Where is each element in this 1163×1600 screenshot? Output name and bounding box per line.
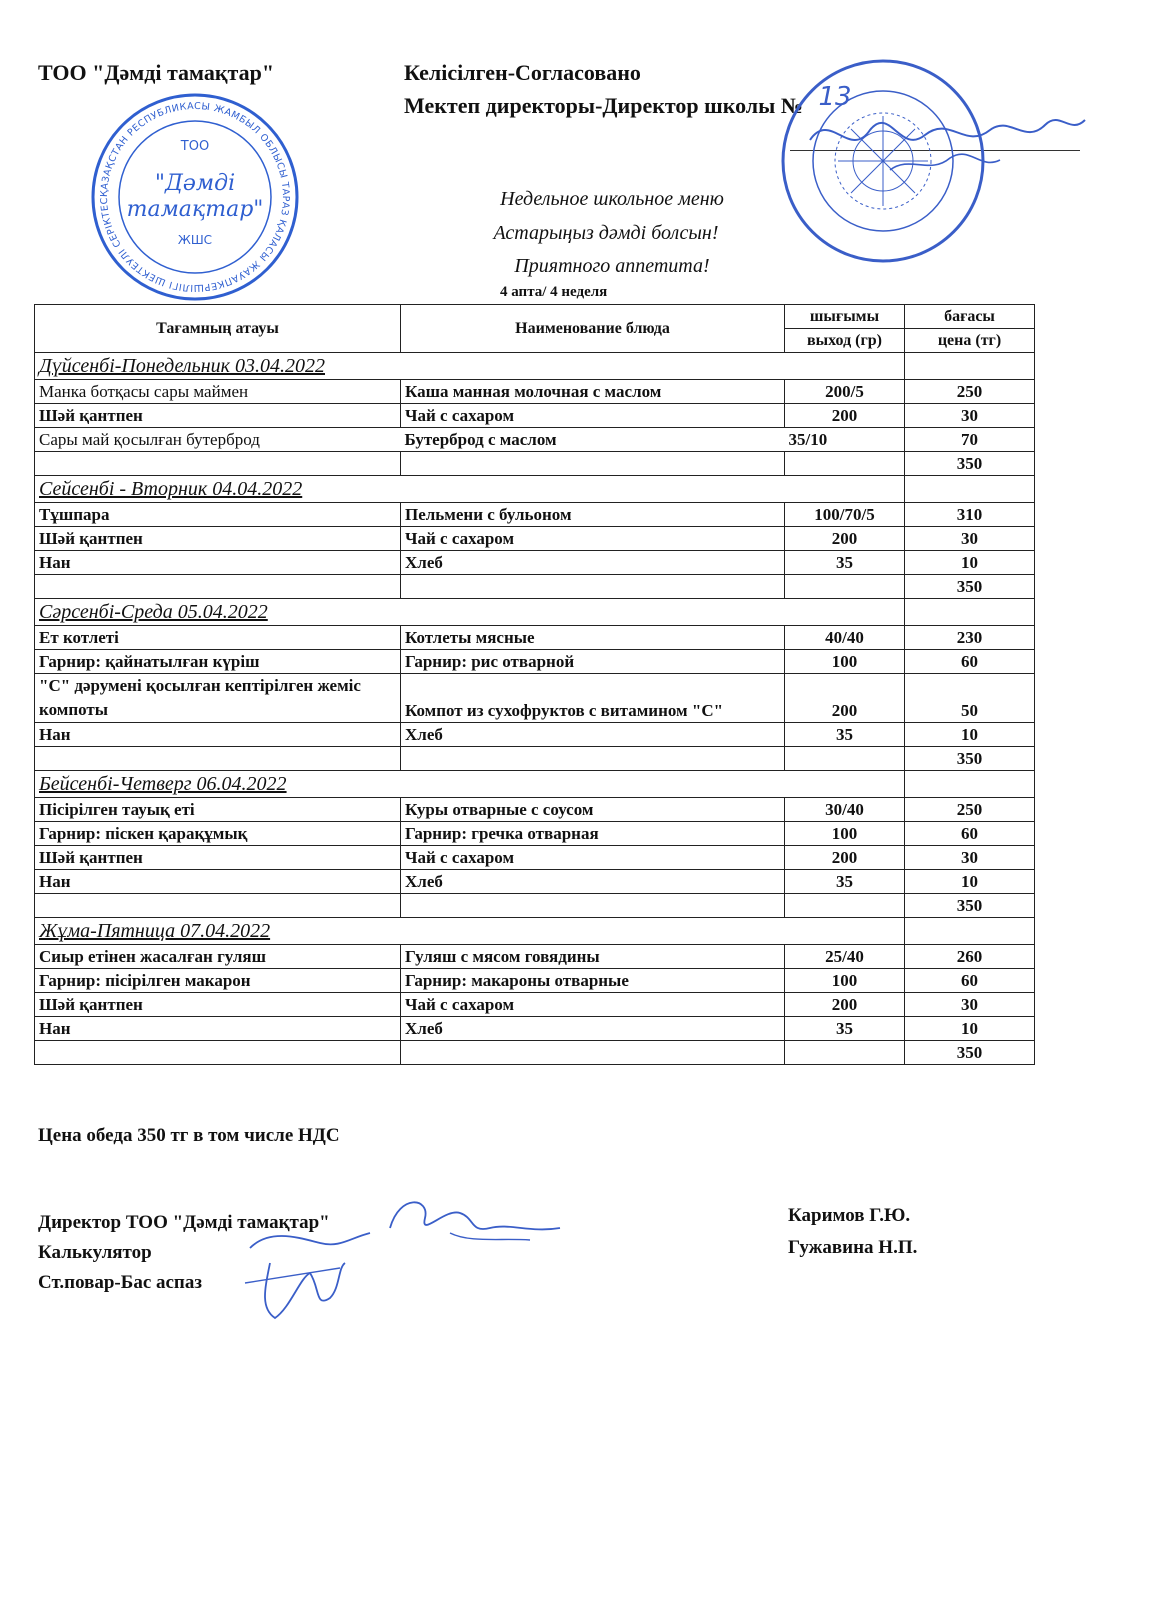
table-row [35, 404, 1035, 428]
table-row [35, 798, 1035, 822]
dish-kz: Тұшпара [35, 503, 401, 527]
dish-out: 200 [785, 993, 905, 1017]
dish-kz: Нан [35, 723, 401, 747]
table-row [35, 945, 1035, 969]
day-title: Сәрсенбі-Среда 05.04.2022 [35, 599, 905, 626]
company-stamp [90, 92, 300, 302]
table-row [35, 822, 1035, 846]
director-name: Каримов Г.Ю. [788, 1205, 911, 1226]
company-name: ТОО "Дәмді тамақтар" [38, 60, 275, 85]
dish-out: 200 [785, 527, 905, 551]
col-header-price-ru: цена (тг) [905, 329, 1035, 353]
week-label: 4 апта/ 4 неделя [500, 284, 608, 300]
stamp-top-text: ТОО [180, 139, 210, 154]
dish-out: 100/70/5 [785, 503, 905, 527]
day-header-row [35, 599, 1035, 626]
dish-ru: Чай с сахаром [401, 404, 785, 428]
dish-kz: Шәй қантпен [35, 846, 401, 870]
dish-ru: Хлеб [401, 870, 785, 894]
dish-ru: Чай с сахаром [401, 846, 785, 870]
school-number: 13 [818, 82, 852, 112]
dish-price: 10 [905, 1017, 1035, 1041]
dish-ru: Чай с сахаром [401, 527, 785, 551]
dish-price: 10 [905, 870, 1035, 894]
total-row [35, 575, 1035, 599]
col-header-kz: Тағамның атауы [35, 305, 401, 353]
dish-out: 40/40 [785, 626, 905, 650]
day-header-row [35, 771, 1035, 798]
table-row [35, 723, 1035, 747]
dish-out: 35 [785, 551, 905, 575]
dish-ru: Компот из сухофруктов с витамином "С" [401, 674, 785, 723]
dish-out: 25/40 [785, 945, 905, 969]
dish-price: 310 [905, 503, 1035, 527]
dish-price: 10 [905, 723, 1035, 747]
approval-line-1: Келісілген-Согласовано [404, 60, 641, 85]
dish-ru: Хлеб [401, 723, 785, 747]
stamp-outer-text: ҚАЗАҚСТАН РЕСПУБЛИКАСЫ ЖАМБЫЛ ОБЛЫСЫ ТАРАЗ ҚАЛАСЫ ЖАУАПКЕРШІЛІГІ ШЕКТЕУЛІ СЕРІКТЕС [98, 100, 292, 294]
dish-price: 230 [905, 626, 1035, 650]
dish-out: 35/10 [785, 428, 905, 452]
day-title: Жұма-Пятница 07.04.2022 [35, 918, 905, 945]
dish-price: 250 [905, 798, 1035, 822]
dish-out: 200 [785, 846, 905, 870]
table-row [35, 993, 1035, 1017]
total-row [35, 452, 1035, 476]
day-total: 350 [905, 747, 1035, 771]
dish-out: 200 [785, 404, 905, 428]
table-row [35, 674, 1035, 723]
dish-out: 200 [785, 674, 905, 723]
table-row [35, 428, 1035, 452]
col-header-out-ru: выход (гр) [785, 329, 905, 353]
dish-price: 30 [905, 404, 1035, 428]
approval-line-2-text: Мектеп директоры-Директор школы № [404, 93, 803, 118]
stamp-name-2: тамақтар" [126, 197, 264, 222]
table-row [35, 503, 1035, 527]
dish-kz: Шәй қантпен [35, 993, 401, 1017]
dish-price: 30 [905, 846, 1035, 870]
dish-out: 35 [785, 1017, 905, 1041]
dish-kz: Гарнир: пісірілген макарон [35, 969, 401, 993]
dish-kz: Сары май қосылған бутерброд [35, 428, 401, 452]
dish-kz: Пісірілген тауық еті [35, 798, 401, 822]
dish-ru: Хлеб [401, 551, 785, 575]
dish-out: 100 [785, 822, 905, 846]
col-header-out-kz: шығымы [785, 305, 905, 329]
dish-price: 260 [905, 945, 1035, 969]
table-row [35, 870, 1035, 894]
dish-out: 30/40 [785, 798, 905, 822]
day-header-row [35, 918, 1035, 945]
menu-table [34, 304, 1035, 1065]
dish-price: 50 [905, 674, 1035, 723]
dish-ru: Гарнир: макароны отварные [401, 969, 785, 993]
footer-signatures [230, 1188, 590, 1338]
dish-kz: Шәй қантпен [35, 404, 401, 428]
dish-price: 60 [905, 822, 1035, 846]
table-row [35, 527, 1035, 551]
day-title: Бейсенбі-Четверг 06.04.2022 [35, 771, 905, 798]
dish-price: 10 [905, 551, 1035, 575]
dish-kz: Сиыр етінен жасалған гуляш [35, 945, 401, 969]
price-note: Цена обеда 350 тг в том числе НДС [38, 1125, 340, 1146]
table-row [35, 650, 1035, 674]
dish-price: 70 [905, 428, 1035, 452]
total-row [35, 1041, 1035, 1065]
table-row [35, 846, 1035, 870]
dish-ru: Хлеб [401, 1017, 785, 1041]
dish-kz: "С" дәрумені қосылған кептірілген жеміс компоты [35, 674, 401, 723]
calculator-label: Калькулятор [38, 1242, 152, 1263]
dish-price: 60 [905, 969, 1035, 993]
dish-kz: Манка ботқасы сары маймен [35, 380, 401, 404]
day-header-row [35, 476, 1035, 503]
table-row [35, 551, 1035, 575]
dish-kz: Гарнир: қайнатылған күріш [35, 650, 401, 674]
day-title: Сейсенбі - Вторник 04.04.2022 [35, 476, 905, 503]
dish-ru: Котлеты мясные [401, 626, 785, 650]
dish-out: 100 [785, 650, 905, 674]
dish-ru: Гуляш с мясом говядины [401, 945, 785, 969]
total-row [35, 747, 1035, 771]
table-row [35, 1017, 1035, 1041]
col-header-price-kz: бағасы [905, 305, 1035, 329]
dish-ru: Чай с сахаром [401, 993, 785, 1017]
dish-ru: Гарнир: гречка отварная [401, 822, 785, 846]
day-title: Дүйсенбі-Понедельник 03.04.2022 [35, 353, 905, 380]
director-label: Директор ТОО "Дәмді тамақтар" [38, 1212, 330, 1233]
table-row [35, 969, 1035, 993]
dish-kz: Нан [35, 870, 401, 894]
dish-price: 250 [905, 380, 1035, 404]
stamp-name-1: "Дәмді [154, 171, 236, 196]
dish-ru: Каша манная молочная с маслом [401, 380, 785, 404]
dish-kz: Нан [35, 1017, 401, 1041]
dish-ru: Куры отварные с соусом [401, 798, 785, 822]
dish-price: 60 [905, 650, 1035, 674]
dish-price: 30 [905, 527, 1035, 551]
table-row [35, 380, 1035, 404]
dish-out: 200/5 [785, 380, 905, 404]
calculator-name: Гужавина Н.П. [788, 1237, 918, 1258]
day-total: 350 [905, 575, 1035, 599]
chef-label: Ст.повар-Бас аспаз [38, 1272, 203, 1293]
menu-subtitle-2: Астарыңыз дәмді болсын! [493, 222, 719, 244]
day-total: 350 [905, 452, 1035, 476]
day-total: 350 [905, 894, 1035, 918]
stamp-bottom-text: ЖШС [177, 233, 213, 247]
col-header-ru: Наименование блюда [401, 305, 785, 353]
dish-kz: Ет котлеті [35, 626, 401, 650]
dish-out: 35 [785, 870, 905, 894]
dish-ru: Бутерброд с маслом [401, 428, 785, 452]
dish-out: 100 [785, 969, 905, 993]
dish-price: 30 [905, 993, 1035, 1017]
dish-ru: Пельмени с бульоном [401, 503, 785, 527]
menu-subtitle-3: Приятного аппетита! [514, 255, 710, 277]
day-header-row [35, 353, 1035, 380]
table-row [35, 626, 1035, 650]
day-total: 350 [905, 1041, 1035, 1065]
director-signature [800, 100, 1090, 180]
dish-out: 35 [785, 723, 905, 747]
total-row [35, 894, 1035, 918]
dish-kz: Нан [35, 551, 401, 575]
dish-kz: Гарнир: піскен қарақұмық [35, 822, 401, 846]
dish-kz: Шәй қантпен [35, 527, 401, 551]
dish-ru: Гарнир: рис отварной [401, 650, 785, 674]
menu-subtitle-1: Недельное школьное меню [500, 188, 724, 210]
